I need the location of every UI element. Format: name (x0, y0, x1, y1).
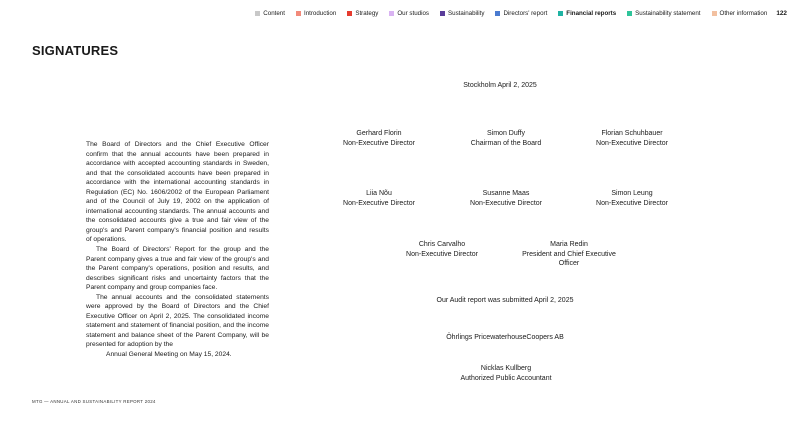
nav-item-label: Strategy (355, 10, 379, 17)
signatory-name: Simon Duffy (487, 130, 525, 137)
nav-item-label: Directors' report (503, 10, 548, 17)
nav-item-introduction[interactable] (296, 10, 336, 17)
signatory-role: Non-Executive Director (470, 199, 542, 207)
top-navigation (244, 10, 787, 17)
nav-color-swatch-icon (495, 11, 500, 16)
nav-item-financial-reports[interactable] (558, 10, 616, 17)
nav-color-swatch-icon (389, 11, 394, 16)
signatory-role: Non-Executive Director (343, 139, 415, 147)
page-number: 122 (776, 10, 787, 17)
signatory-role: Non-Executive Director (343, 199, 415, 207)
signature-block (494, 240, 644, 269)
nav-item-label: Our studios (397, 10, 429, 17)
auditor-name: Nicklas Kullberg (480, 365, 532, 372)
nav-item-directors-report[interactable] (495, 10, 547, 17)
nav-color-swatch-icon (347, 11, 352, 16)
auditor-signature-block (431, 364, 581, 383)
signature-block (557, 129, 707, 148)
nav-item-label: Sustainability statement (635, 10, 701, 17)
signatory-name: Maria Redin (550, 241, 588, 248)
statement-paragraph: The Board of Directors' Report for the group and the Parent company gives a true and fair view of the group's and the Parent company's operations, position and results, and describes significant risks and uncertainty factors that the Parent company and group companies face. (86, 246, 269, 292)
signatory-name: Florian Schuhbauer (601, 130, 663, 137)
signatory-name: Simon Leung (611, 190, 653, 197)
nav-item-sustainability[interactable] (440, 10, 484, 17)
nav-color-swatch-icon (627, 11, 632, 16)
signatory-role: Non-Executive Director (596, 199, 668, 207)
signatory-role: President and Chief Executive Officer (522, 250, 616, 267)
nav-item-label: Introduction (303, 10, 337, 17)
nav-item-other-information[interactable] (712, 10, 768, 17)
page-title: SIGNATURES (32, 43, 119, 58)
auditor-role: Authorized Public Accountant (460, 374, 552, 382)
nav-color-swatch-icon (296, 11, 301, 16)
statement-paragraph: The Board of Directors and the Chief Executive Officer confirm that the annual accounts have been prepared in accordance with accepted accounting standards in Sweden, and that the consolidated accounts have been prepared in accordance with the international accounting standards in Regulation (EC) No. 1606/2002 of the European Parliament and of the Council of July 19, 2002 on the application of international accounting standards. The annual accounts and the consolidated accounts give a true and fair view of the group's and Parent company's financial position and results of operations. (86, 141, 269, 244)
audit-firm: Öhrlings PricewaterhouseCoopers AB (446, 334, 564, 341)
nav-color-swatch-icon (255, 11, 260, 16)
nav-item-strategy[interactable] (347, 10, 378, 17)
nav-color-swatch-icon (712, 11, 717, 16)
signature-block (557, 189, 707, 208)
signatory-name: Chris Carvalho (418, 241, 466, 248)
signatory-name: Susanne Maas (482, 190, 530, 197)
statement-paragraph: The annual accounts and the consolidated statements were approved by the Board of Directors and the Chief Executive Officer on April 2, 2025. The consolidated income statement and statement of financial position, and the income statement and balance sheet of the Parent Company, will be presented for adoption by the (86, 293, 269, 349)
nav-color-swatch-icon (440, 11, 445, 16)
signatory-name: Gerhard Florin (356, 130, 402, 137)
nav-item-sustainability-statement[interactable] (627, 10, 700, 17)
audit-report-note: Our Audit report was submitted April 2, 2025 (436, 297, 574, 304)
nav-item-our-studios[interactable] (389, 10, 429, 17)
nav-item-label: Financial reports (566, 10, 617, 17)
nav-item-label: Content (263, 10, 285, 17)
signatory-role: Non-Executive Director (406, 250, 478, 258)
statement-paragraph: Annual General Meeting on May 15, 2024. (106, 351, 232, 359)
signatory-name: Liia Nõu (366, 190, 392, 197)
nav-color-swatch-icon (558, 11, 563, 16)
nav-item-label: Sustainability (448, 10, 485, 17)
board-statement (86, 140, 269, 360)
place-date: Stockholm April 2, 2025 (463, 82, 537, 89)
nav-item-label: Other information (719, 10, 768, 17)
signatory-role: Chairman of the Board (470, 139, 542, 147)
nav-item-content[interactable] (255, 10, 285, 17)
signatory-role: Non-Executive Director (596, 139, 668, 147)
page-footer: MTG — ANNUAL AND SUSTAINABILITY REPORT 2024 (32, 399, 156, 404)
